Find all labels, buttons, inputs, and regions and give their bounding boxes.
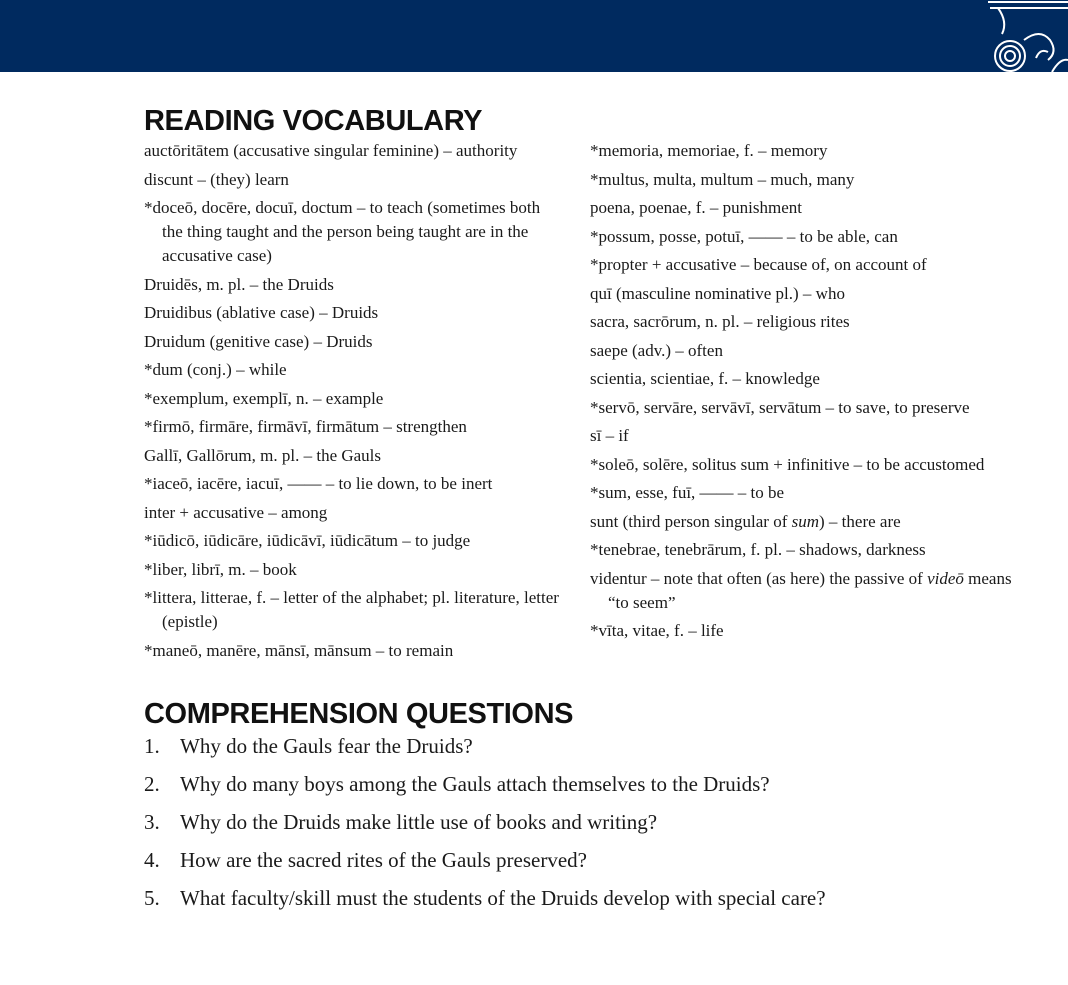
- vocabulary-right-column: [590, 139, 1024, 667]
- vocabulary-entry: auctōritātem (accusative singular feminine) – authority: [144, 141, 518, 160]
- header-banner: [0, 0, 1068, 72]
- vocabulary-entry: sacra, sacrōrum, n. pl. – religious rites: [590, 312, 850, 331]
- question-number: 3.: [144, 810, 160, 834]
- question-item: [144, 769, 1024, 799]
- vocabulary-entry: *tenebrae, tenebrārum, f. pl. – shadows, darkness: [590, 540, 926, 559]
- page-content: [144, 104, 1024, 921]
- vocabulary-entry: discunt – (they) learn: [144, 169, 289, 189]
- question-item: [144, 883, 1024, 913]
- vocabulary-entry: Gallī, Gallōrum, m. pl. – the Gauls: [144, 445, 382, 465]
- vocabulary-entry: *firmō, firmāre, firmāvī, firmātum – strengthen: [144, 417, 467, 436]
- vocabulary-entry-italic: videō: [927, 568, 964, 588]
- question-text: Why do the Druids make little use of books and writing?: [180, 810, 658, 834]
- vocabulary-entry-text: sunt (third person singular of: [590, 511, 792, 531]
- question-number: 5.: [144, 886, 160, 910]
- question-item: [144, 807, 1024, 837]
- vocabulary-entry: *iūdicō, iūdicāre, iūdicāvī, iūdicātum – to judge: [144, 531, 471, 550]
- vocabulary-entry-text: means “to seem”: [608, 568, 1012, 612]
- vocabulary-entry: *iaceō, iacēre, iacuī, —— – to lie down, to be inert: [144, 474, 493, 493]
- vocabulary-entry: poena, poenae, f. – punishment: [590, 198, 802, 217]
- vocabulary-entry: *sum, esse, fuī, —— – to be: [590, 483, 785, 502]
- ionic-column-capital-icon: [988, 0, 1068, 72]
- reading-vocabulary-heading: READING VOCABULARY: [144, 105, 483, 137]
- vocabulary-entry: saepe (adv.) – often: [590, 340, 723, 360]
- question-item: [144, 731, 1024, 761]
- question-number: 4.: [144, 848, 160, 872]
- question-item: [144, 845, 1024, 875]
- vocabulary-entry: *multus, multa, multum – much, many: [590, 169, 855, 189]
- vocabulary-columns: [144, 139, 1024, 667]
- vocabulary-entry: sī – if: [590, 426, 629, 445]
- vocabulary-entry: *soleō, solēre, solitus sum + infinitive – to be accustomed: [590, 454, 985, 474]
- vocabulary-entry: inter + accusative – among: [144, 502, 328, 522]
- vocabulary-entry: *exemplum, exemplī, n. – example: [144, 388, 384, 408]
- vocabulary-entry: *liber, librī, m. – book: [144, 559, 297, 579]
- vocabulary-entry: *vīta, vitae, f. – life: [590, 621, 724, 640]
- vocabulary-entry: *doceō, docēre, docuī, doctum – to teach (sometimes both the thing taught and the person being taught are in the accusative case): [144, 198, 541, 265]
- vocabulary-entry: *propter + accusative – because of, on account of: [590, 255, 927, 274]
- vocabulary-entry: *littera, litterae, f. – letter of the alphabet; pl. literature, letter (epistle): [144, 588, 559, 631]
- vocabulary-entry: *servō, servāre, servāvī, servātum – to save, to preserve: [590, 397, 970, 417]
- vocabulary-entry: scientia, scientiae, f. – knowledge: [590, 369, 820, 388]
- question-number: 1.: [144, 734, 160, 758]
- question-number: 2.: [144, 772, 160, 796]
- vocabulary-entry-italic: sum: [791, 511, 820, 531]
- vocabulary-left-column: [144, 139, 564, 667]
- vocabulary-entry: Druidēs, m. pl. – the Druids: [144, 274, 334, 294]
- vocabulary-entry: quī (masculine nominative pl.) – who: [590, 283, 845, 303]
- vocabulary-entry: *memoria, memoriae, f. – memory: [590, 141, 828, 160]
- vocabulary-entry-text: ) – there are: [819, 511, 901, 531]
- vocabulary-entry: *maneō, manēre, mānsī, mānsum – to remain: [144, 640, 454, 660]
- question-text: Why do the Gauls fear the Druids?: [180, 734, 473, 758]
- vocabulary-entry: Druidum (genitive case) – Druids: [144, 331, 373, 351]
- vocabulary-entry: Druidibus (ablative case) – Druids: [144, 303, 379, 322]
- question-list: [144, 731, 1024, 913]
- vocabulary-entry: [590, 567, 1024, 615]
- vocabulary-entry-text: videntur – note that often (as here) the passive of: [590, 568, 928, 588]
- comprehension-questions-heading: COMPREHENSION QUESTIONS: [144, 698, 574, 730]
- question-text: What faculty/skill must the students of the Druids develop with special care?: [180, 886, 826, 910]
- vocabulary-entry: *possum, posse, potuī, —— – to be able, can: [590, 226, 898, 246]
- question-text: Why do many boys among the Gauls attach themselves to the Druids?: [180, 772, 770, 796]
- comprehension-section: [144, 697, 1024, 913]
- question-text: How are the sacred rites of the Gauls preserved?: [180, 848, 587, 872]
- vocabulary-entry: *dum (conj.) – while: [144, 360, 287, 379]
- vocabulary-entry: [590, 510, 1024, 534]
